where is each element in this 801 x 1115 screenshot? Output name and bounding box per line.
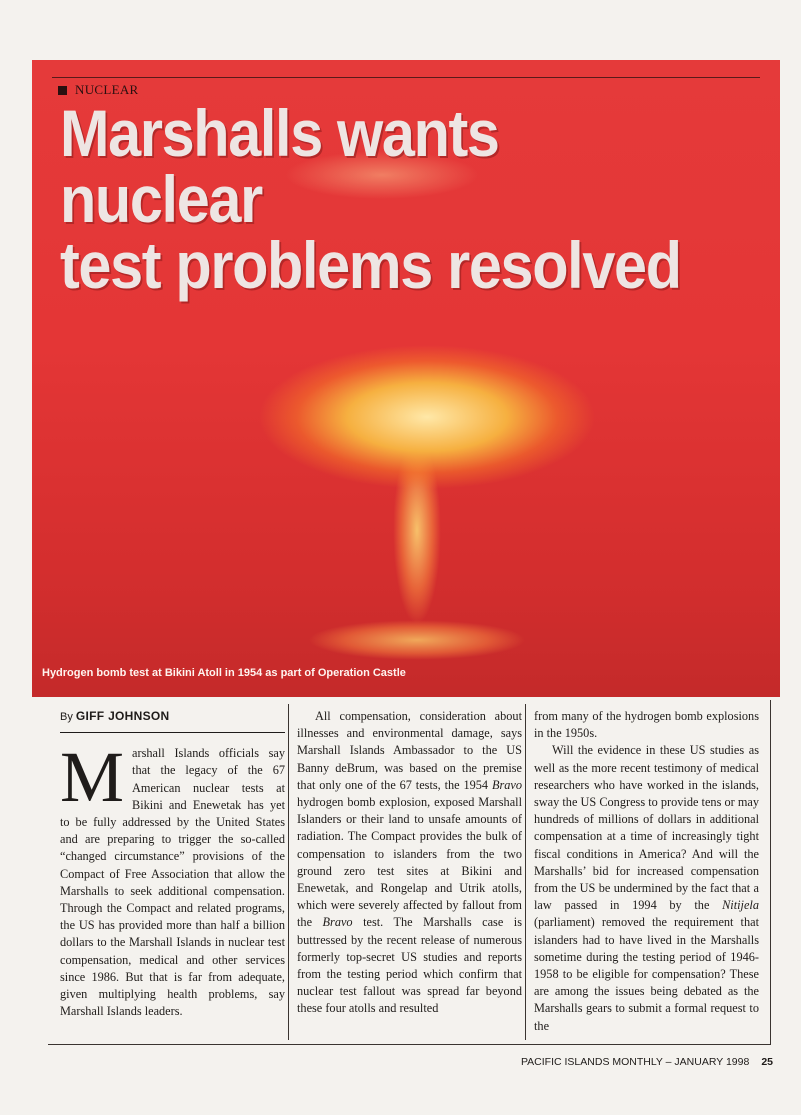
byline-prefix: By [60,711,73,723]
photo-caption: Hydrogen bomb test at Bikini Atoll in 1954 as part of Operation Castle [42,667,406,679]
page-footer [521,1056,773,1068]
column-2-text-a: All compensation, consideration about illnesses and environmental damage, says Marshall Islands Ambassador to the US Banny deBrum, was based on the premise that only one of the 67 tests, the 1954 [297,709,522,792]
hydrogen-bomb-photo [32,60,780,697]
column-1-text: arshall Islands officials say that the legacy of the 67 American nuclear tests at Bikini and Enewetak has yet to be fully addressed by the United States and are preparing to trigger the so-called “changed circumstance” provisions of the Compact of Free Association that allow the Marshalls to seek additional compensation. Through the Compact and related programs, the US has provided more than half a billion dollars to the Marshall Islands in nuclear test compensation, medical and other services since 1986. But that is far from adequate, given multiplying health problems, say Marshall Islands leaders. [60,746,285,1019]
section-square-icon [58,86,67,95]
bravo-italic: Bravo [322,915,353,930]
bravo-italic: Bravo [491,777,522,792]
column-divider [525,704,526,1040]
nitijela-italic: Nitijela [722,898,759,913]
headline-line-1: Marshalls wants nuclear [60,96,499,236]
column-2-paragraph [297,708,522,1018]
column-3-text-b: (parliament) removed the requirement that islanders had to have lived in the Marshalls sometime during the testing period of 1946-1958 to be eligible for compensation? These are among the issues being debated as the Marshalls gears to submit a formal request to the [534,915,759,1033]
column-3-text-a: Will the evidence in these US studies as well as the more recent testimony of medical researchers who have worked in the islands, sway the US Congress to provide tens or may hundreds of millions of dollars in additional compensation at a time of increasingly tight fiscal conditions in America? And will the Marshalls’ bid for increased compensation from the US be undermined by the fact that a law passed in 1994 by the [534,743,759,913]
column-2-text-b: hydrogen bomb explosion, exposed Marshall Islanders or their land to unsafe amounts of radiation. The Compact provides the bulk of compensation to islanders from the two ground zero test sites at Bikini and Enewetak, and Rongelap and Utrik atolls, which were severely affected by fallout from the [297,795,522,930]
footer-publication: PACIFIC ISLANDS MONTHLY – JANUARY 1998 [520,1056,750,1068]
article-column-1 [60,708,285,1020]
drop-cap: M [60,737,125,818]
byline-author: GIFF JOHNSON [75,709,170,723]
column-2-text-c: test. The Marshalls case is buttressed by the recent release of numerous formerly top-secret US studies and reports from the testing period which confirm that nuclear test fallout was spread far beyond these four atolls and resulted [297,915,522,1016]
headline [60,96,690,302]
article-body [48,700,771,1045]
column-divider [288,704,289,1040]
byline [60,708,285,733]
page-number: 25 [761,1056,773,1068]
headline-line-2: test problems resolved [60,228,681,302]
column-3-paragraph-2 [534,742,759,1034]
article-column-3 [534,708,759,1035]
section-rule [52,77,760,78]
section-label-text: NUCLEAR [75,82,139,97]
article-column-2 [297,708,522,1018]
column-3-paragraph-1: from many of the hydrogen bomb explosions in the 1950s. [534,709,759,741]
